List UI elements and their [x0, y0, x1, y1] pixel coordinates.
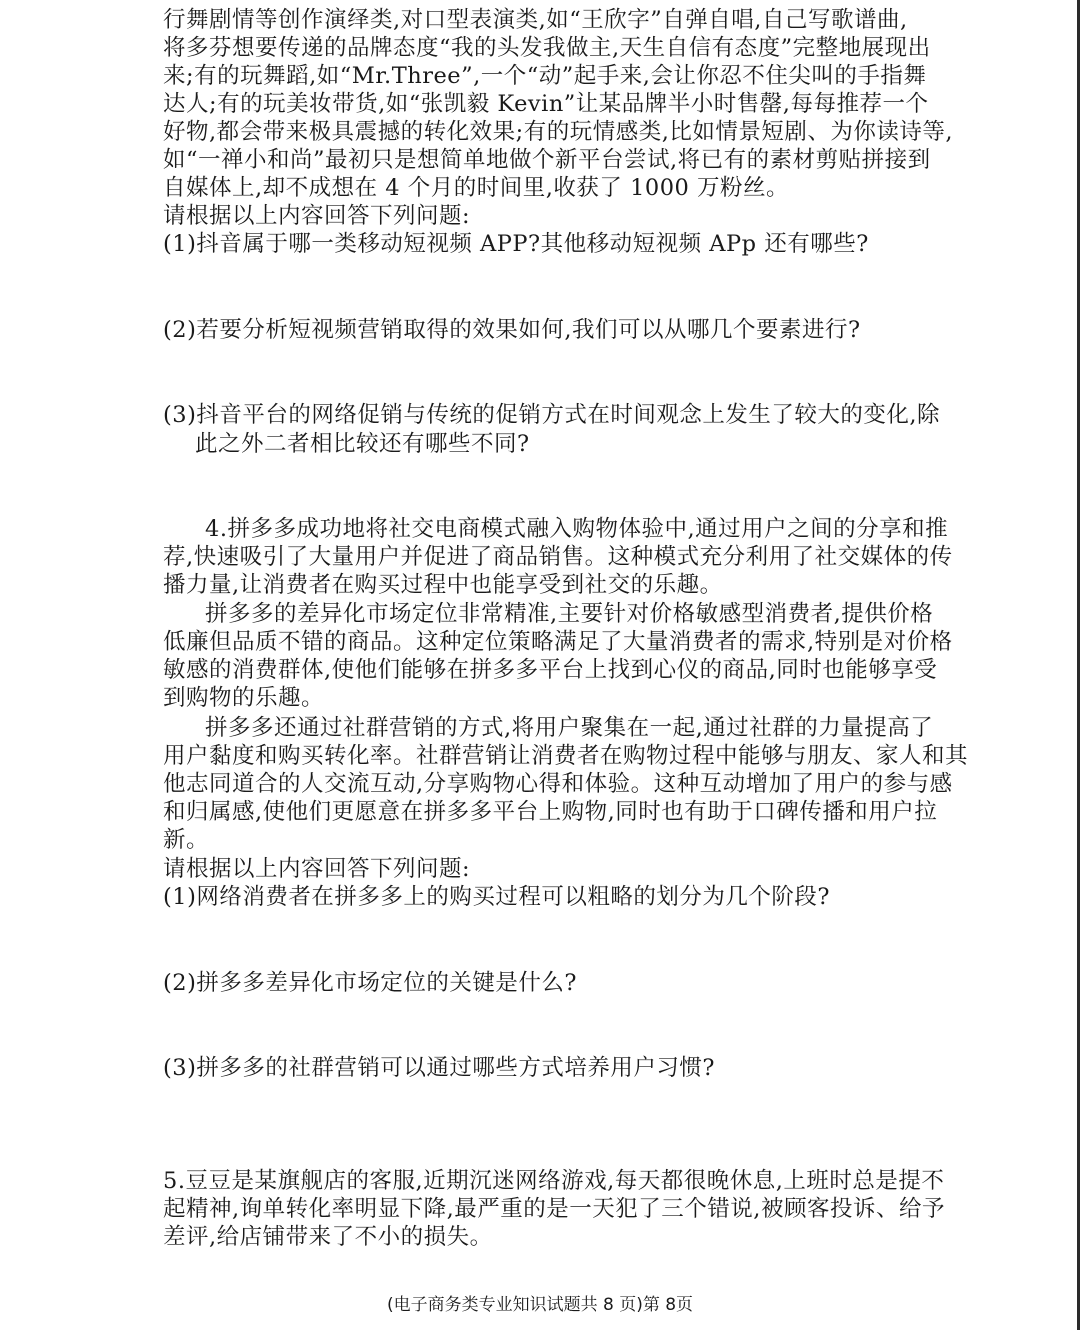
page-footer: (电子商务类专业知识试题共 8 页)第 8页 [386, 1295, 694, 1315]
case3-line-7: 自媒体上,却不成想在 4 个月的时间里,收获了 1000 万粉丝。 [163, 175, 789, 201]
case3-question-3-line-1: (3)抖音平台的网络促销与传统的促销方式在时间观念上发生了较大的变化,除 [163, 402, 941, 428]
case4-p3-line-3: 他志同道合的人交流互动,分享购物心得和体验。这种互动增加了用户的参与感 [163, 771, 953, 797]
case3-question-1: (1)抖音属于哪一类移动短视频 APP?其他移动短视频 APp 还有哪些? [163, 231, 869, 257]
case3-question-3-line-2: 此之外二者相比较还有哪些不同? [195, 431, 530, 457]
case4-question-3: (3)拼多多的社群营销可以通过哪些方式培养用户习惯? [163, 1055, 715, 1081]
case4-p2-line-1: 拼多多的差异化市场定位非常精准,主要针对价格敏感型消费者,提供价格 [205, 601, 934, 627]
case4-p3-line-2: 用户黏度和购买转化率。社群营销让消费者在购物过程中能够与朋友、家人和其 [163, 743, 969, 769]
case4-p2-line-2: 低廉但品质不错的商品。这种定位策略满足了大量消费者的需求,特别是对价格 [163, 629, 953, 655]
case3-line-4: 达人;有的玩美妆带货,如“张凯毅 Kevin”让某品牌半小时售罄,每每推荐一个 [163, 91, 929, 117]
case4-p1-line-3: 播力量,让消费者在购买过程中也能享受到社交的乐趣。 [163, 572, 723, 598]
case3-line-2: 将多芬想要传递的品牌态度“我的头发我做主,天生自信有态度”完整地展现出 [163, 35, 931, 61]
case4-p2-line-3: 敏感的消费群体,使他们能够在拼多多平台上找到心仪的商品,同时也能够享受 [163, 657, 938, 683]
case5-line-2: 起精神,询单转化率明显下降,最严重的是一天犯了三个错说,被顾客投诉、给予 [163, 1196, 945, 1222]
case4-p3-line-4: 和归属感,使他们更愿意在拼多多平台上购物,同时也有助于口碑传播和用户拉 [163, 799, 938, 825]
case4-p3-line-5: 新。 [163, 827, 210, 853]
case4-question-1: (1)网络消费者在拼多多上的购买过程可以粗略的划分为几个阶段? [163, 884, 830, 910]
case3-question-2: (2)若要分析短视频营销取得的效果如何,我们可以从哪几个要素进行? [163, 317, 861, 343]
case3-question-prompt: 请根据以上内容回答下列问题: [163, 203, 471, 229]
case3-line-3: 来;有的玩舞蹈,如“Mr.Three”,一个“动”起手来,会让你忍不住尖叫的手指舞 [163, 63, 927, 89]
case3-line-1: 行舞剧情等创作演绎类,对口型表演类,如“王欣字”自弹自唱,自己写歌谱曲, [163, 7, 908, 33]
case4-question-prompt: 请根据以上内容回答下列问题: [163, 856, 471, 882]
case5-line-3: 差评,给店铺带来了不小的损失。 [163, 1224, 493, 1250]
case4-p1-line-1: 4.拼多多成功地将社交电商模式融入购物体验中,通过用户之间的分享和推 [205, 516, 949, 542]
case4-p3-line-1: 拼多多还通过社群营销的方式,将用户聚集在一起,通过社群的力量提高了 [205, 715, 934, 741]
case4-question-2: (2)拼多多差异化市场定位的关键是什么? [163, 970, 577, 996]
case4-p1-line-2: 荐,快速吸引了大量用户并促进了商品销售。这种模式充分利用了社交媒体的传 [163, 544, 953, 570]
case3-line-5: 好物,都会带来极具震撼的转化效果;有的玩情感类,比如情景短剧、为你读诗等, [163, 119, 954, 145]
case5-line-1: 5.豆豆是某旗舰店的客服,近期沉迷网络游戏,每天都很晚休息,上班时总是提不 [163, 1168, 945, 1194]
case4-p2-line-4: 到购物的乐趣。 [163, 685, 325, 711]
case3-line-6: 如“一禅小和尚”最初只是想简单地做个新平台尝试,将已有的素材剪贴拼接到 [163, 147, 931, 173]
